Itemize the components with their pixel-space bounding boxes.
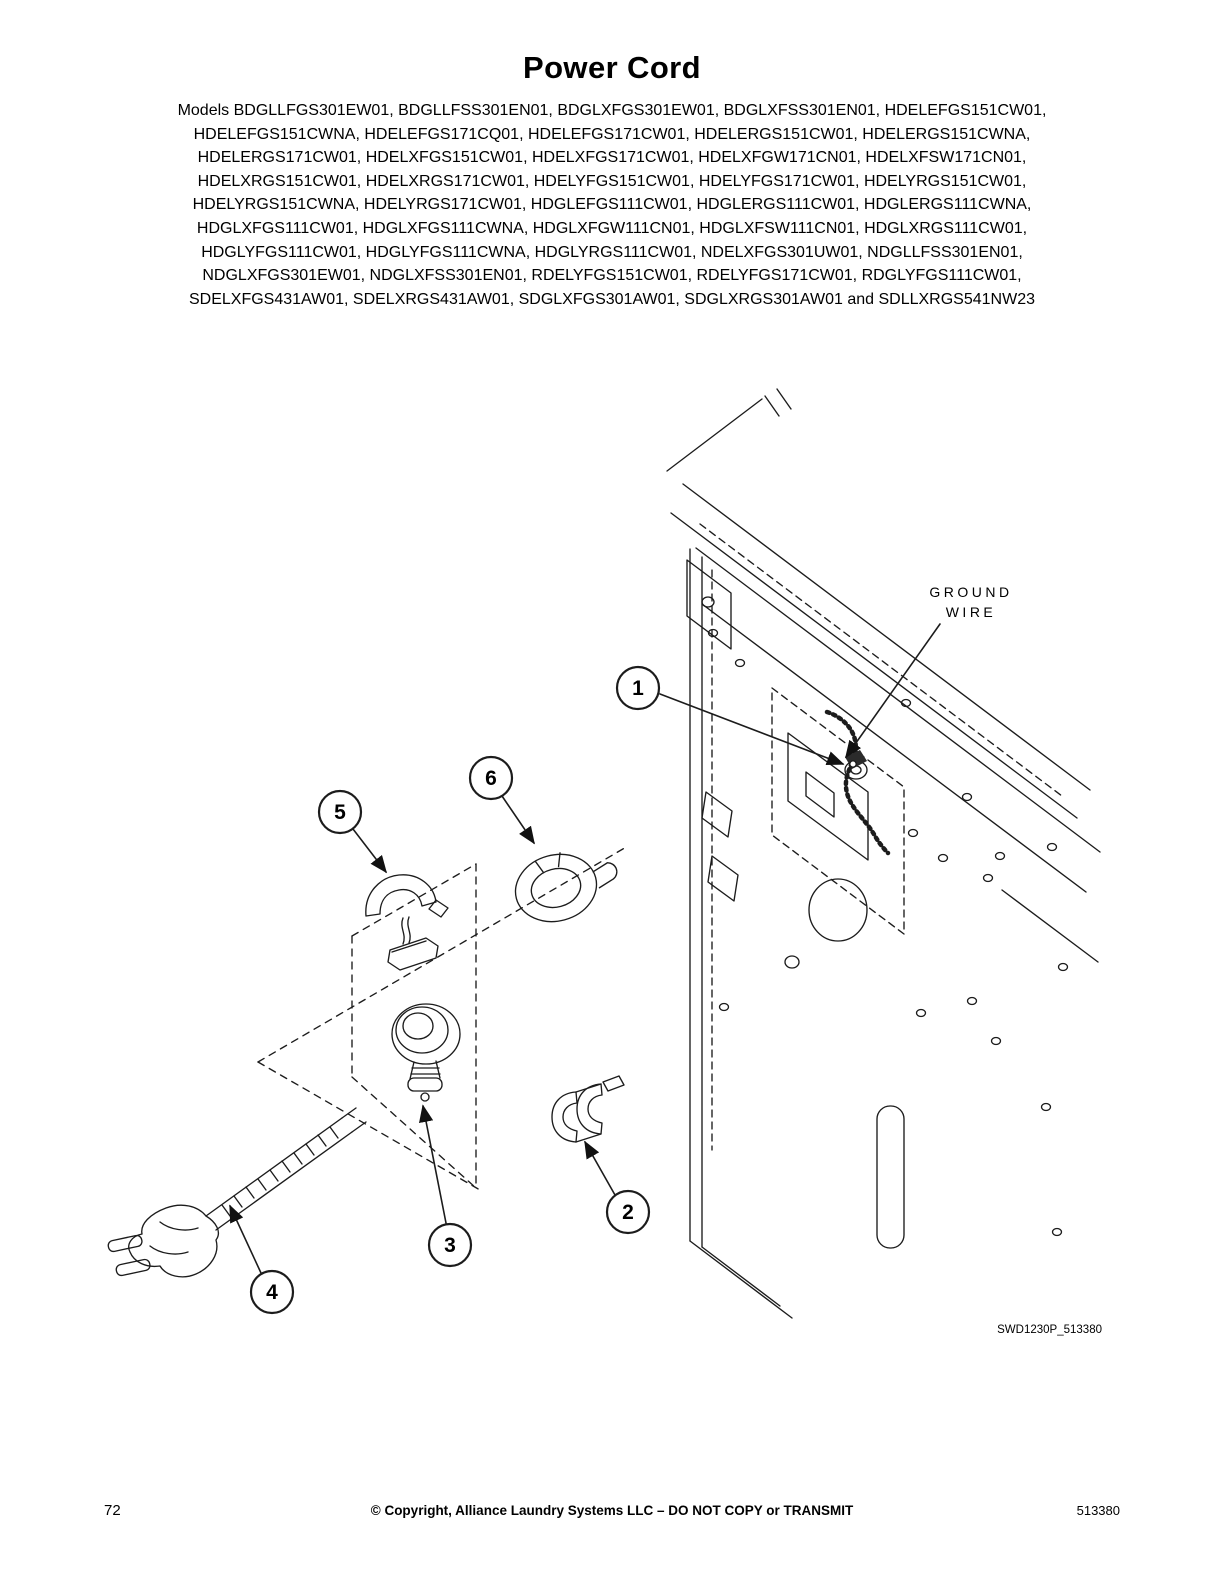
ground-wire — [827, 712, 888, 853]
model-list-line: Models BDGLLFGS301EW01, BDGLLFSS301EN01, BDGLXFGS301EW01, BDGLXFSS301EN01, HDELEFGS151CW01, — [177, 102, 1047, 119]
model-list-line: HDGLXFGS111CW01, HDGLXFGS111CWNA, HDGLXFGW111CN01, HDGLXFSW111CN01, HDGLXRGS111CW01, — [196, 219, 1028, 237]
callout-3 — [423, 1106, 471, 1266]
model-list-line: HDELXRGS151CW01, HDELXRGS171CW01, HDELYFGS151CW01, HDELYFGS171CW01, HDELYRGS151CW01, — [197, 172, 1027, 190]
part-strain-relief — [392, 1004, 460, 1101]
page-title: Power Cord — [523, 50, 701, 85]
part-cable-clamp — [552, 1076, 624, 1142]
ground-wire-label — [929, 584, 1012, 620]
callout-1-number: 1 — [632, 677, 644, 700]
model-list-line: NDGLXFGS301EW01, NDGLXFSS301EN01, RDELYFGS151CW01, RDELYFGS171CW01, RDGLYFGS111CW01, — [202, 267, 1022, 285]
model-list-line: HDELEFGS151CWNA, HDELEFGS171CQ01, HDELEFGS171CW01, HDELERGS151CW01, HDELERGS151CWNA, — [193, 125, 1031, 143]
copyright-notice: © Copyright, Alliance Laundry Systems LLC – DO NOT COPY or TRANSMIT — [370, 1503, 854, 1518]
part-cord-clamp — [366, 875, 448, 970]
callout-2-number: 2 — [622, 1201, 634, 1224]
ground-wire-label-line1: GROUND — [929, 584, 1013, 600]
callout-4-number: 4 — [266, 1281, 278, 1304]
callout-6 — [470, 757, 534, 843]
model-list-line: HDGLYFGS111CW01, HDGLYFGS111CWNA, HDGLYRGS111CW01, NDELXFGS301UW01, NDGLLFSS301EN01, — [201, 243, 1023, 261]
machine-rear-panel — [667, 389, 1100, 1318]
callout-3-number: 3 — [444, 1234, 456, 1257]
model-list-line: SDELXFGS431AW01, SDELXRGS431AW01, SDGLXFGS301AW01, SDGLXRGS301AW01 and SDLLXRGS541NW23 — [188, 290, 1035, 308]
callout-5 — [319, 791, 386, 872]
part-power-cord-plug — [107, 1108, 366, 1277]
ground-wire-detail-inset — [772, 688, 904, 934]
model-list-line: HDELYRGS151CWNA, HDELYRGS171CW01, HDGLEFGS111CW01, HDGLERGS111CW01, HDGLERGS111CWNA, — [192, 196, 1032, 214]
callout-5-number: 5 — [334, 801, 346, 824]
page-footer — [104, 1500, 1120, 1522]
callout-1 — [617, 667, 843, 764]
part-retaining-ring — [508, 840, 626, 931]
callout-2 — [585, 1142, 649, 1233]
figure-code: SWD1230P_513380 — [997, 1324, 1102, 1336]
ground-wire-label-line2: WIRE — [945, 604, 997, 620]
doc-number: 513380 — [1076, 1503, 1120, 1518]
ground-wire-arrow — [846, 624, 940, 757]
page-number: 72 — [104, 1502, 121, 1519]
callout-6-number: 6 — [485, 767, 497, 790]
model-list-line: HDELERGS171CW01, HDELXFGS151CW01, HDELXFGS171CW01, HDELXFGW171CN01, HDELXFSW171CN01, — [197, 149, 1027, 167]
callout-4 — [230, 1206, 293, 1313]
